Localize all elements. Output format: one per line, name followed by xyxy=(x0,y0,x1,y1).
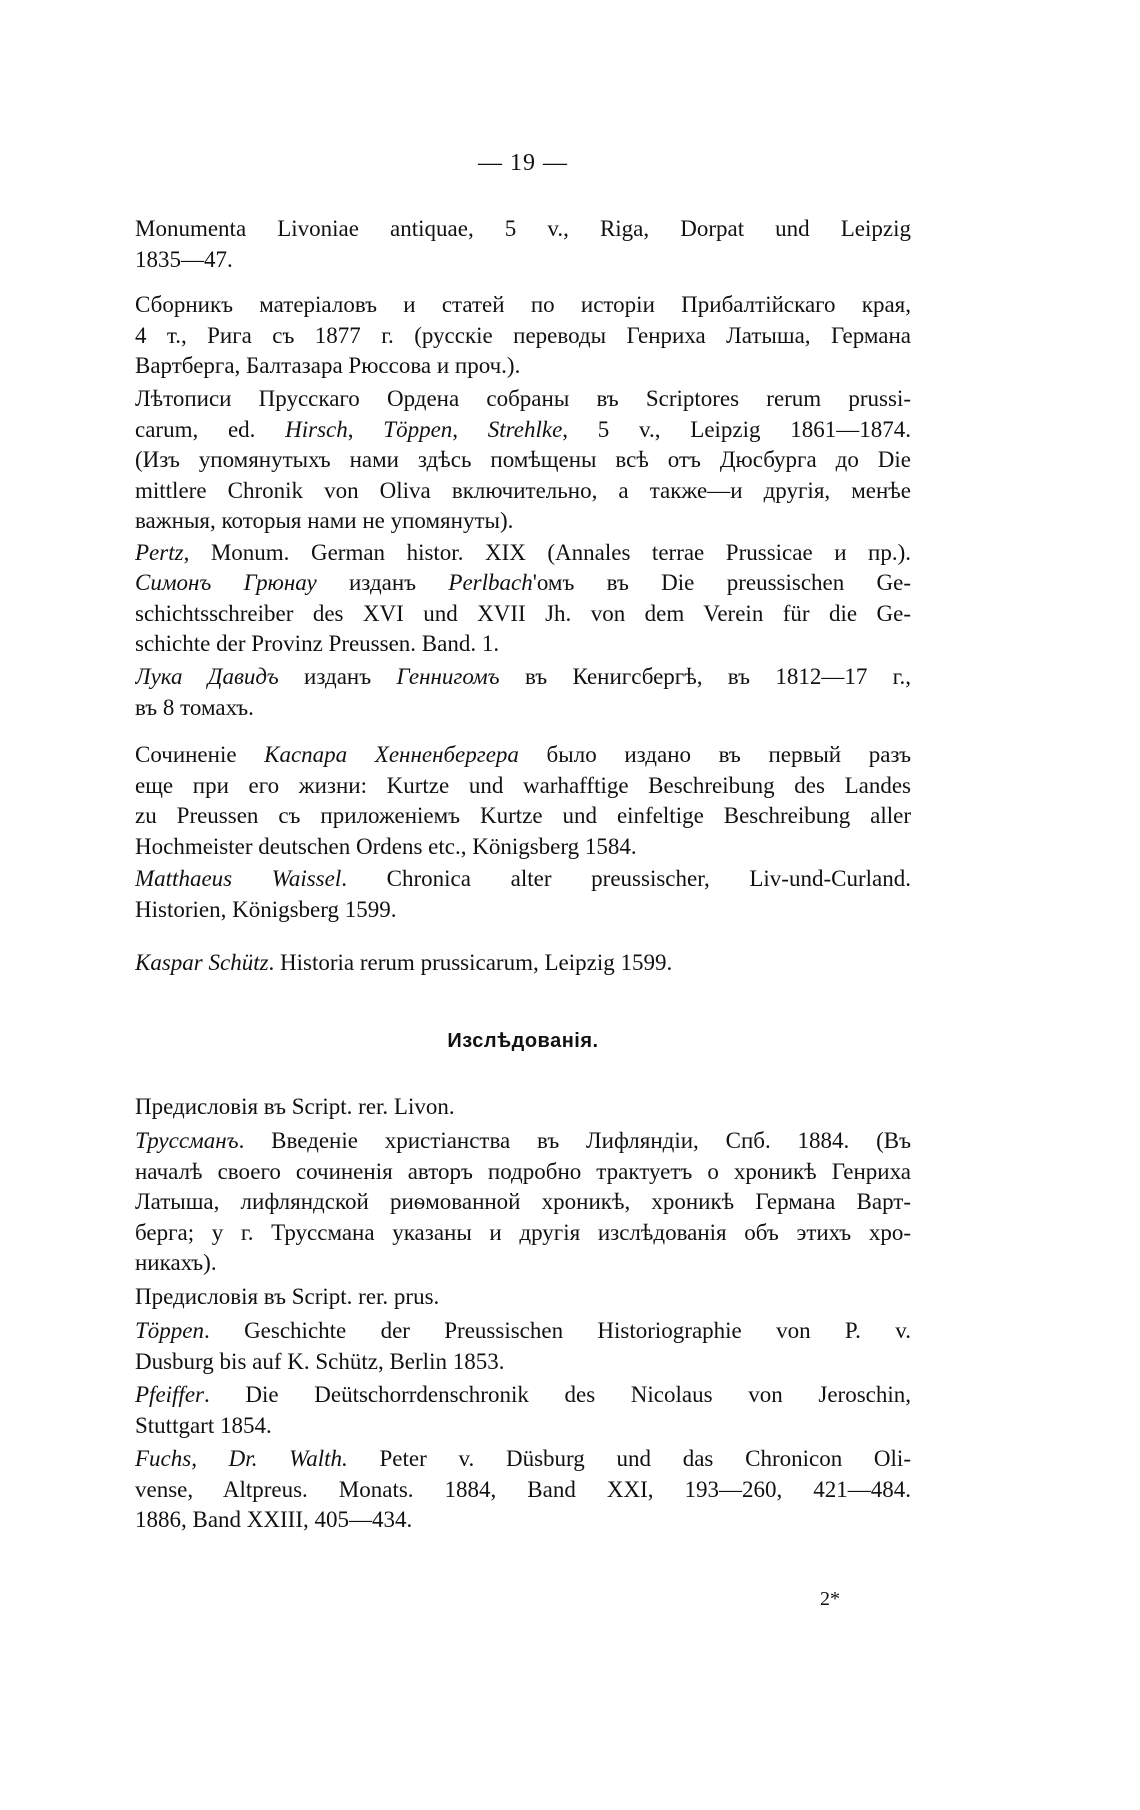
text-line: Monumenta Livoniae antiquae, 5 v., Riga, Dorpat und Leipzig xyxy=(135,216,911,241)
text-line: 1886, Band XXIII, 405—434. xyxy=(135,1507,413,1532)
text-line: важныя, которыя нами не упомянуты). xyxy=(135,508,514,533)
text-line xyxy=(135,1316,911,1347)
printer-signature-mark: 2* xyxy=(820,1588,840,1610)
author-name: Strehlke xyxy=(487,416,563,442)
source-lukas-david xyxy=(135,662,911,723)
text-line xyxy=(135,568,911,599)
text-run: . Chronica alter preussischer, Liv-und-Curland. xyxy=(341,866,911,891)
text-run: . Введеніе христіанства въ Лифляндіи, Спб. 1884. (Въ xyxy=(238,1128,911,1153)
text-run: Peter v. Düsburg und das Chronicon Oli- xyxy=(347,1446,911,1471)
editor-name: Perlbach xyxy=(448,570,533,595)
text-run: , xyxy=(452,416,488,442)
study-pfeiffer xyxy=(135,1380,911,1441)
author-name: Труссманъ xyxy=(135,1128,239,1153)
source-hennenberger xyxy=(135,740,911,862)
text-run: Сочиненіе xyxy=(135,742,265,767)
text-line: schichtsschreiber des XVI und XVII Jh. von dem Verein für die Ge- xyxy=(135,600,911,626)
text-line: Dusburg bis auf K. Schütz, Berlin 1853. xyxy=(135,1348,505,1374)
editor-name: Геннигомъ xyxy=(396,664,500,689)
text-line xyxy=(135,864,911,895)
author-name: Pfeiffer xyxy=(135,1382,204,1407)
text-line: schichte der Provinz Preussen. Band. 1. xyxy=(135,631,500,656)
source-pertz xyxy=(135,538,911,569)
source-grunau xyxy=(135,568,911,660)
text-line: Предисловія въ Script. rer. prus. xyxy=(135,1284,440,1309)
text-run: изданъ xyxy=(278,664,397,689)
text-line: Сборникъ матеріаловъ и статей по исторіи Прибалтійскаго края, xyxy=(135,292,911,317)
study-fuchs xyxy=(135,1444,911,1536)
text-line xyxy=(135,740,911,771)
book-page xyxy=(135,0,911,1810)
author-name: Töppen xyxy=(135,1318,204,1343)
text-run: , Monum. German histor. XIX (Annales terrae Prussicae и пр.). xyxy=(183,540,911,565)
study-preface-prus xyxy=(135,1282,911,1313)
text-line: mittlere Chronik von Oliva включительно, а также—и другія, менѣе xyxy=(135,477,911,503)
text-line xyxy=(135,1126,911,1157)
author-name: Симонъ Грюнау xyxy=(135,570,317,595)
text-run: carum, ed. xyxy=(135,416,286,442)
text-line: Лѣтописи Прусскаго Ордена собраны въ Scriptores rerum prussi- xyxy=(135,386,911,411)
author-name: Matthaeus Waissel xyxy=(135,866,342,891)
source-scriptores-prussicarum xyxy=(135,384,911,537)
author-name: Hirsch xyxy=(285,416,348,442)
text-line: Hochmeister deutschen Ordens etc., Königsberg 1584. xyxy=(135,833,637,859)
section-heading-studies: Изслѣдованія. xyxy=(447,1030,599,1052)
study-toppen xyxy=(135,1316,911,1377)
source-waissel xyxy=(135,864,911,925)
text-line: началѣ своего сочиненія авторъ подробно трактуетъ о хроникѣ Генриха xyxy=(135,1158,911,1184)
text-line: Вартберга, Балтазара Рюссова и проч.). xyxy=(135,353,521,378)
text-line xyxy=(135,415,911,446)
study-preface-livon xyxy=(135,1092,911,1123)
text-run: , 5 v., Leipzig 1861—1874. xyxy=(562,416,911,442)
text-line: еще при его жизни: Kurtze und warhafftige Beschreibung des Landes xyxy=(135,772,911,798)
author-name: Pertz xyxy=(135,540,184,565)
text-run: 'омъ въ Die preussischen Ge- xyxy=(532,570,911,595)
text-line xyxy=(135,1380,911,1411)
author-name: Kaspar Schütz xyxy=(135,950,269,975)
text-run: въ Кенигсбергѣ, въ 1812—17 г., xyxy=(499,664,911,689)
text-line xyxy=(135,948,911,979)
text-line xyxy=(135,1444,911,1475)
source-monumenta-livoniae xyxy=(135,214,911,275)
author-name: Töppen xyxy=(383,416,453,442)
page-number: — 19 — xyxy=(478,150,568,176)
text-run: . Historia rerum prussicarum, Leipzig 1599. xyxy=(268,950,673,975)
text-line: Латыша, лифляндской риѳмованной хроникѣ, хроникѣ Германа Варт- xyxy=(135,1189,911,1214)
text-line xyxy=(135,662,911,693)
source-schutz xyxy=(135,948,911,979)
text-line: берга; у г. Труссмана указаны и другія изслѣдованія объ этихъ хро- xyxy=(135,1219,911,1245)
text-line: vense, Altpreus. Monats. 1884, Band XXI, 193—260, 421—484. xyxy=(135,1476,911,1502)
text-line xyxy=(135,538,911,569)
text-run: было издано въ первый разъ xyxy=(518,742,911,767)
text-line: (Изъ упомянутыхъ нами здѣсь помѣщены всѣ отъ Дюсбурга до Die xyxy=(135,447,911,472)
text-line: 1835—47. xyxy=(135,246,233,272)
text-line: никахъ). xyxy=(135,1250,217,1275)
text-line: zu Preussen съ приложеніемъ Kurtze und einfeltige Beschreibung aller xyxy=(135,803,911,828)
text-run: . Die Deütschorrdenschronik des Nicolaus von Jeroschin, xyxy=(203,1382,911,1407)
text-run: изданъ xyxy=(316,570,449,595)
source-sbornik xyxy=(135,290,911,382)
study-trussman xyxy=(135,1126,911,1279)
text-run: , xyxy=(347,416,384,442)
text-run: . Geschichte der Preussischen Historiographie von P. v. xyxy=(204,1318,911,1343)
text-line: въ 8 томахъ. xyxy=(135,694,254,720)
text-line: Предисловія въ Script. rer. Livon. xyxy=(135,1094,455,1119)
author-name: Fuchs, Dr. Walth. xyxy=(135,1446,348,1471)
author-name: Каспара Хенненбергера xyxy=(264,742,519,767)
text-line: 4 т., Рига съ 1877 г. (русскіе переводы Генриха Латыша, Германа xyxy=(135,322,911,348)
text-line: Stuttgart 1854. xyxy=(135,1412,272,1438)
text-line: Historien, Königsberg 1599. xyxy=(135,896,397,922)
author-name: Лука Давидъ xyxy=(135,664,279,689)
